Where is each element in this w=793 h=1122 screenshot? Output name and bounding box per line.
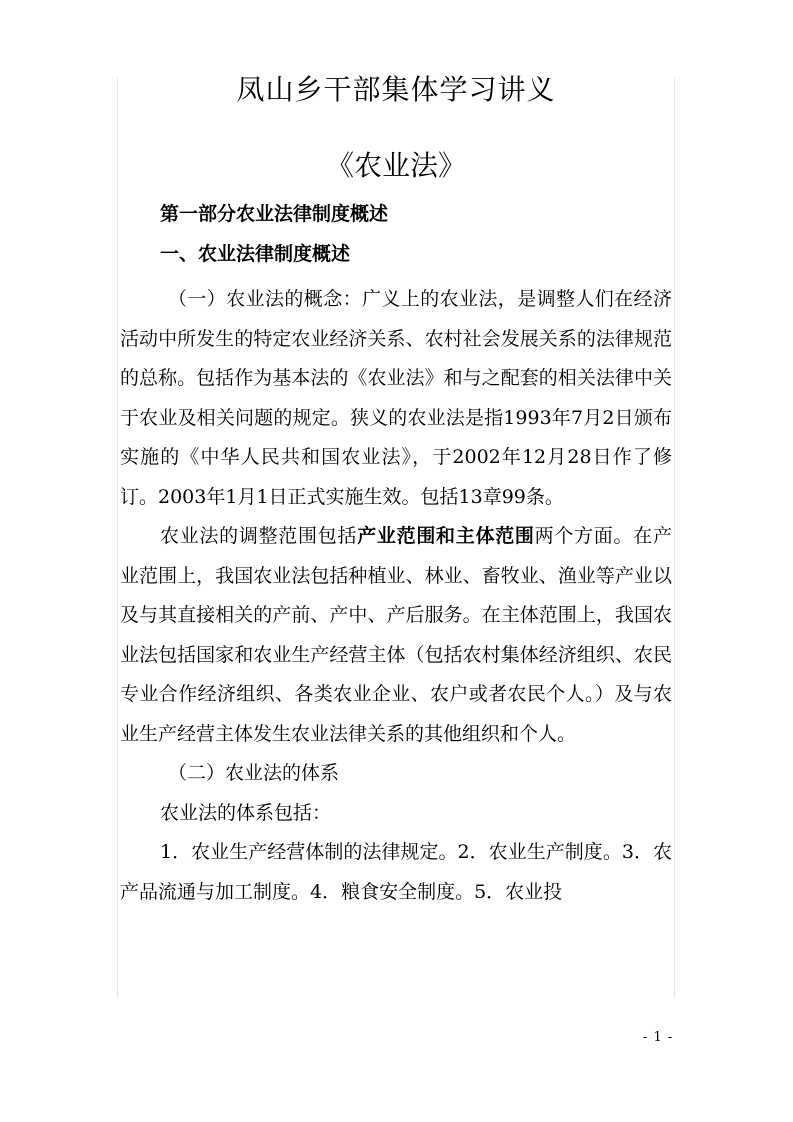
paragraph-concept: （一）农业法的概念：广义上的农业法，是调整人们在经济活动中所发生的特定农业经济关系、农村社会发展关系的法律规范的总称。包括作为基本法的《农业法》和与之配套的相关法律中关于农业及相关问题的规定。狭义的农业法是指1993年7月2日颁布实施的《中华人民共和国农业法》，于2002年12月28日作了修订。2003年1月1日正式实施生效。包括13章99条。 bbox=[120, 288, 672, 508]
document-title: 凤山乡干部集体学习讲义 bbox=[236, 73, 556, 106]
paragraph-system-intro: 农业法的体系包括： bbox=[160, 801, 332, 824]
scope-emphasis: 产业范围和主体范围 bbox=[357, 525, 535, 547]
scope-text-start: 农业法的调整范围包括 bbox=[160, 525, 358, 547]
law-title: 《农业法》 bbox=[325, 149, 466, 182]
page-number: - 1 - bbox=[643, 1030, 674, 1045]
section-heading: 一、农业法律制度概述 bbox=[160, 243, 351, 265]
body-text bbox=[120, 280, 672, 912]
paragraph-system-list: 1．农业生产经营体制的法律规定。2．农业生产制度。3．农产品流通与加工制度。4．粮食安全制度。5．农业投 bbox=[120, 841, 672, 903]
part-heading: 第一部分农业法律制度概述 bbox=[160, 203, 389, 225]
paragraph-scope bbox=[120, 517, 672, 754]
scope-text-end: 两个方面。在产业范围上，我国农业法包括种植业、林业、畜牧业、渔业等产业以及与其直接相关的产前、产中、产后服务。在主体范围上，我国农业法包括国家和农业生产经营主体（包括农村集体经济组织、农民专业合作经济组织、各类农业企业、农户或者农民个人。）及与农业生产经营主体发生农业法律关系的其他组织和个人。 bbox=[120, 525, 672, 745]
paragraph-system-heading: （二）农业法的体系 bbox=[168, 762, 340, 784]
